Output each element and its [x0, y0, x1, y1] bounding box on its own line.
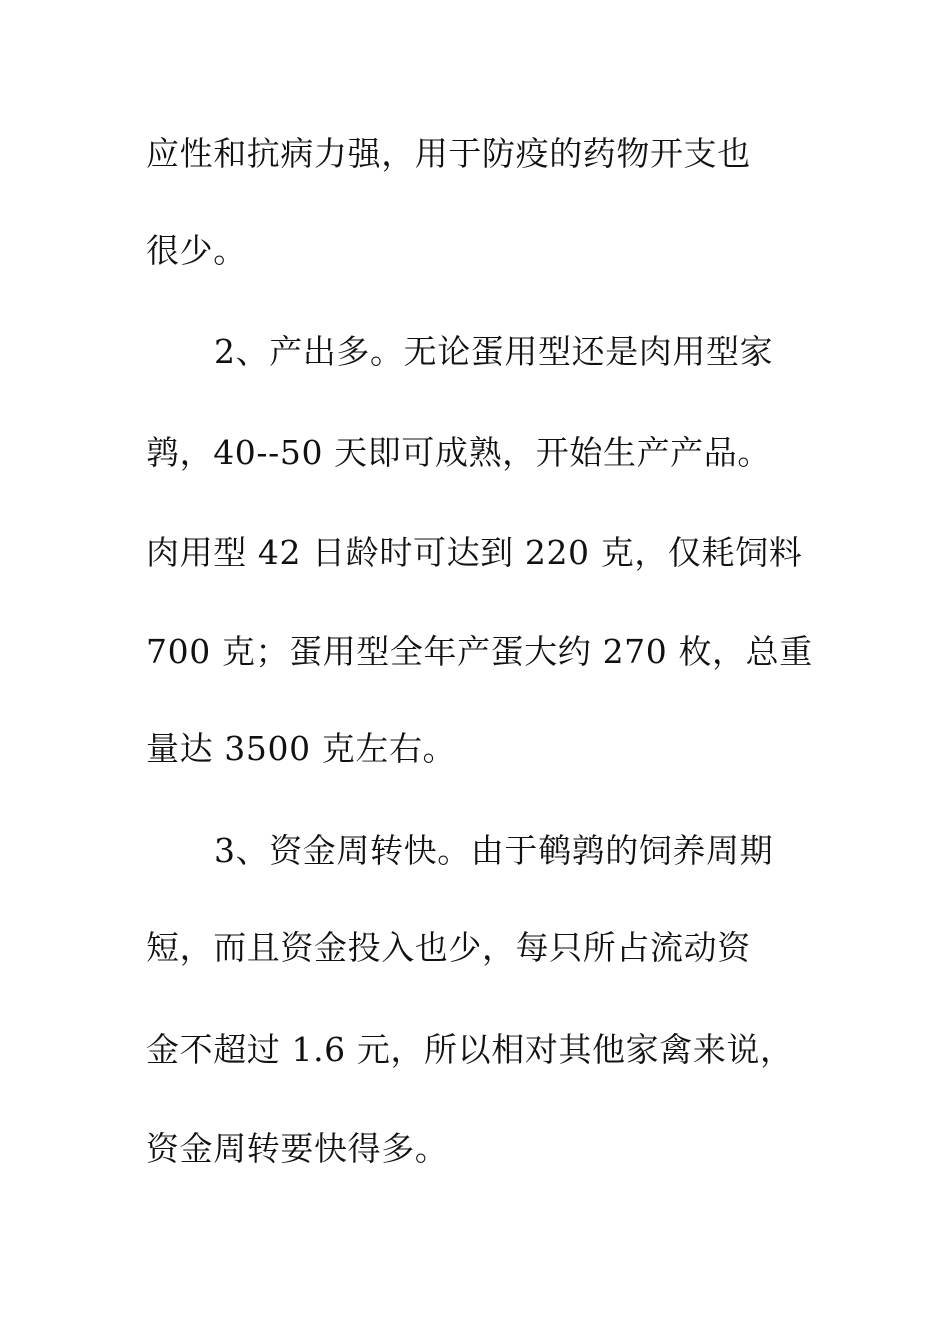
- paragraph-3-line-3: 金不超过 1.6 元，所以相对其他家禽来说，: [146, 1030, 794, 1069]
- paragraph-1-line-1: 应性和抗病力强，用于防疫的药物开支也: [146, 134, 751, 173]
- paragraph-1-line-2: 很少。: [146, 231, 247, 270]
- paragraph-3-line-2: 短，而且资金投入也少，每只所占流动资: [146, 928, 751, 967]
- paragraph-2-line-5: 量达 3500 克左右。: [146, 729, 457, 768]
- paragraph-2-line-3: 肉用型 42 日龄时可达到 220 克，仅耗饲料: [146, 533, 803, 572]
- paragraph-2-line-1: 2、产出多。无论蛋用型还是肉用型家: [214, 332, 774, 371]
- paragraph-2-line-2: 鹑，40--50 天即可成熟，开始生产产品。: [146, 433, 771, 472]
- paragraph-2-line-4: 700 克；蛋用型全年产蛋大约 270 枚，总重: [146, 632, 813, 671]
- paragraph-3-line-1: 3、资金周转快。由于鹌鹑的饲养周期: [214, 831, 774, 870]
- paragraph-3-line-4: 资金周转要快得多。: [146, 1129, 449, 1168]
